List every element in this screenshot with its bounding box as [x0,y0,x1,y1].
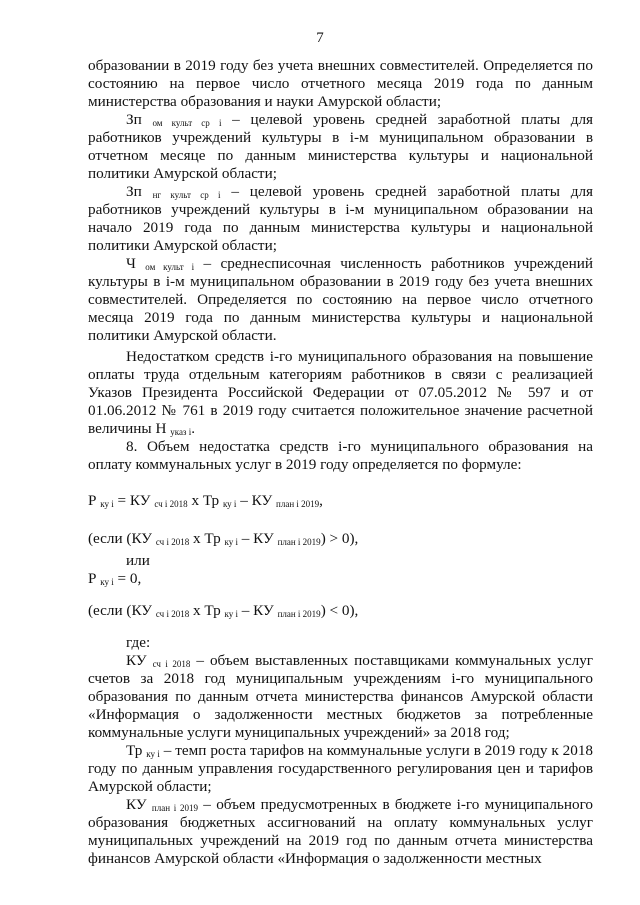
document-body [88,57,593,868]
definition-ku-plan: КУ $_{план i 2019}$ – объем предусмотренных в бюджете i-го муниципального образования бюджетных ассигнований на оплату коммунальных услуг муниципальных учреждений на 2019 год по данным отчета министерства финансов Амурской области «Информация о задолженности местных [88,796,594,867]
definition-ku-sch: КУ $_{сч i 2018}$ – объем выставленных поставщиками коммунальных услуг счетов за 2018 год муниципальным учреждениям i-го муниципального образования по данным отчета министерства финансов Амурской области «Информация о задолженности местных бюджетов за потребленные коммунальные услуги муниципальных учреждений» за 2018 год; [88,652,594,741]
term-subscript: ом культ ср i [152,118,222,128]
definition-tr: Тр $_{ку i}$ – темп роста тарифов на коммунальные услуги в 2019 году к 2018 году по данным управления государственного регулирования цен и тарифов Амурской области; [88,742,594,795]
term-symbol: КУ [126,652,147,669]
paragraph-shortage: Недостатком средств i-го муниципального образования на повышение оплаты труда отдельным категориям работников в связи с реализацией Указов Президента Российской Федерации от 07.05.2012 № 597 и от 01.06.2012 № 761 в 2019 году считается положительное значение расчетной величины Н $_{указ i}$. [88,348,593,437]
definition-text: целевой уровень средней заработной платы для работников учреждений культуры в i-м муниципальном образовании в отчетном месяце по данным министерства культуры и национальной политики Амурской области; [88,111,594,182]
formula-zero: Р $_{ку i}$ = 0, [88,570,142,587]
term-symbol: Н [155,420,167,437]
formula-condition-negative: (если (КУ $_{сч i 2018}$ х Тр $_{ку i}$ – КУ $_{план i 2019}$) < 0), [88,602,359,619]
definition-text: объем выставленных поставщиками коммунальных услуг счетов за 2018 год муниципальным учреждениям i-го муниципального образования по данным отчета министерства финансов Амурской области «Информация о задолженности местных бюджетов за потребленные коммунальные услуги муниципальных учреждений» за 2018 год; [88,652,594,741]
definition-ch: Ч $_{ом культ i}$ – среднесписочная численность работников учреждений культуры в i-м муниципальном образовании в 2019 году без учета внешних совместителей. Определяется по состоянию на первое число отчетного месяца 2019 года по данным министерства культуры и национальной политики Амурской области. [88,255,594,344]
term-symbol: Ч [126,255,136,272]
definition-zp-current: Зп $_{ом культ ср i}$ – целевой уровень средней заработной платы для работников учреждений культуры в i-м муниципальном образовании в отчетном месяце по данным министерства культуры и национальной политики Амурской области; [88,111,594,182]
term-subscript: указ i [170,427,192,437]
definition-text: объем предусмотренных в бюджете i-го муниципального образования бюджетных ассигнований на оплату коммунальных услуг муниципальных учреждений на 2019 год по данным отчета министерства финансов Амурской области «Информация о задолженности местных [88,796,594,867]
definition-zp-start: Зп $_{нг культ ср i}$ – целевой уровень средней заработной платы для работников учреждений культуры в i-м муниципальном образовании на начало 2019 года по данным министерства культуры и национальной политики Амурской области; [88,183,594,254]
term-subscript: ку i [146,749,160,759]
term-symbol: Тр [126,742,143,759]
where-label: где: [126,634,151,651]
term-subscript: ом культ i [145,262,195,272]
formula-condition-positive: (если (КУ $_{сч i 2018}$ х Тр $_{ку i}$ – КУ $_{план i 2019}$) > 0), [88,530,359,547]
definition-text: среднесписочная численность работников учреждений культуры в i-м муниципальном образовании в 2019 году без учета внешних совместителей. Определяется по состоянию на первое число отчетного месяца 2019 года по данным министерства культуры и национальной политики Амурской области. [88,255,594,344]
term-subscript: сч i 2018 [152,659,191,669]
term-subscript: план i 2019 [151,803,198,813]
page-number: 7 [316,30,324,46]
term-subscript: нг культ ср i [152,190,221,200]
term-symbol: Зп [126,111,142,128]
paragraph-continuation: образовании в 2019 году без учета внешних совместителей. Определяется по состоянию на первое число отчетного месяца 2019 года по данным министерства образования и науки Амурской области; [88,57,593,110]
term-symbol: Зп [126,183,142,200]
definition-text: целевой уровень средней заработной платы для работников учреждений культуры в i-м муниципальном образовании на начало 2019 года по данным министерства культуры и национальной политики Амурской области; [88,183,594,254]
paragraph-section-8: 8. Объем недостатка средств i-го муниципального образования на оплату коммунальных услуг в 2019 году определяется по формуле: [88,438,593,473]
term-symbol: КУ [126,796,147,813]
definition-text: темп роста тарифов на коммунальные услуги в 2019 году к 2018 году по данным управления государственного регулирования цен и тарифов Амурской области; [88,742,594,795]
formula-main: Р $_{ку i}$ = КУ $_{сч i 2018}$ х Тр $_{ку i}$ – КУ $_{план i 2019}$, [88,492,323,509]
formula-or: или [126,552,150,569]
